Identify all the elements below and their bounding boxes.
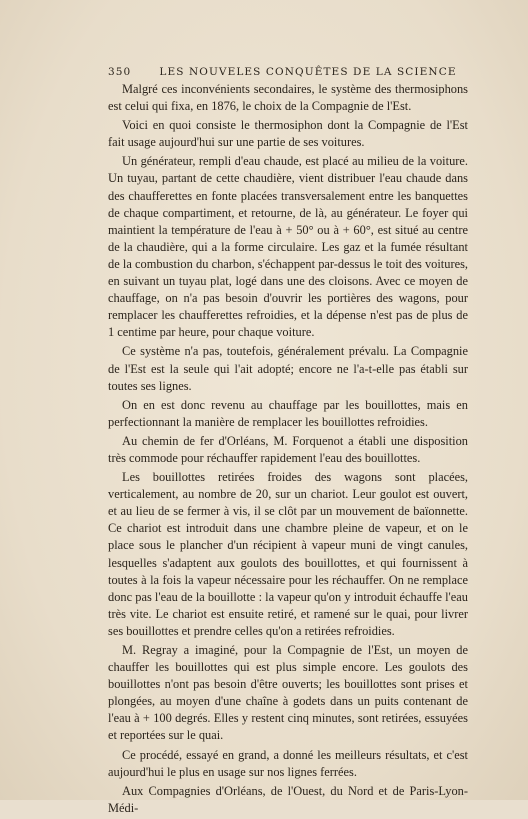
paragraph: M. Regray a imaginé, pour la Compagnie de l'Est, un moyen de chauffer les bouillottes qui est plus simple encore. Les goulots des bouillottes n'ont pas besoin d'être ouverts; les bouillottes sont prises et plongées, au moyen d'une chaîne à godets dans un puits contenant de l'eau à + 100 degrés. Elles y restent cinq minutes, sont retirées, essuyées et reportées sur le quai. xyxy=(108,643,468,743)
paragraph: Ce procédé, essayé en grand, a donné les meilleurs résultats, et c'est aujourd'hui le plus en usage sur nos lignes ferrées. xyxy=(108,747,468,779)
paragraph: Les bouillottes retirées froides des wagons sont placées, verticalement, au nombre de 20, sur un chariot. Leur goulot est ouvert, et au lieu de se fermer à vis, il se clôt par un mouvement de baïonnette. Ce chariot est introduit dans une chambre pleine de vapeur, et on le place sous le plancher d'un récipient à vapeur muni de vingt canules, lesquelles s'adaptent aux goulots des bouillottes, et qui fournissent à toutes à la fois la vapeur nécessaire pour les réchauffer. On ne remplace donc pas l'eau de la bouillotte : la vapeur qu'on y introduit échauffe l'eau très vite. Le chariot est ensuite retiré, et ramené sur le quai, pour livrer ses bouillottes et prendre celles qu'on a retirées refroidies. xyxy=(108,470,468,638)
running-title: LES NOUVELES CONQUÊTES DE LA SCIENCE xyxy=(159,66,457,78)
page-header xyxy=(108,66,468,78)
paragraph: Malgré ces inconvénients secondaires, le système des thermosiphons est celui qui fixa, en 1876, le choix de la Compagnie de l'Est. xyxy=(108,82,468,114)
page-number: 350 xyxy=(108,66,132,78)
paragraph: Aux Compagnies d'Orléans, de l'Ouest, du Nord et de Paris-Lyon-Médi- xyxy=(108,783,468,815)
body-text xyxy=(108,81,468,819)
paragraph: Ce système n'a pas, toutefois, généralement prévalu. La Compagnie de l'Est est la seule qui l'ait adopté; encore ne l'a-t-elle pas établi sur toutes ses lignes. xyxy=(108,344,468,393)
paragraph: On en est donc revenu au chauffage par les bouillottes, mais en perfectionnant la manière de remplacer les bouillottes refroidies. xyxy=(108,397,468,429)
paragraph: Voici en quoi consiste le thermosiphon dont la Compagnie de l'Est fait usage aujourd'hui sur une partie de ses voitures. xyxy=(108,118,468,150)
paragraph: Au chemin de fer d'Orléans, M. Forquenot a établi une disposition très commode pour réchauffer rapidement l'eau des bouillottes. xyxy=(108,433,468,465)
paragraph: Un générateur, rempli d'eau chaude, est placé au milieu de la voiture. Un tuyau, partant de cette chaudière, vient distribuer l'eau chaude dans des chaufferettes en fonte placées transversalement entre les banquettes de chaque compartiment, et retourne, de là, au générateur. Le foyer qui maintient la température de l'eau à + 50° ou à + 60°, est situé au centre de la chaudière, qui a la forme circulaire. Les gaz et la fumée résultant de la combustion du charbon, s'échappent par-dessus le toit des voitures, en suivant un tuyau plat, logé dans une des cloisons. Avec ce moyen de chauffage, on n'a pas besoin d'ouvrir les portières des wagons, pour remplacer les chaufferettes refroidies, et la dépense n'est pas de plus de 1 centime par heure, pour chaque voiture. xyxy=(108,154,468,340)
